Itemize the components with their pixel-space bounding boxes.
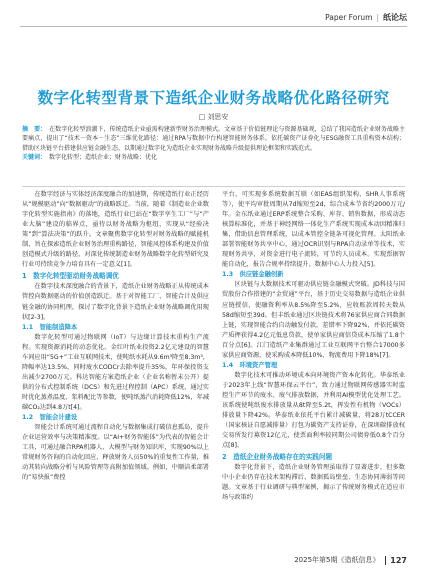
paper-title: 数字化转型背景下造纸企业财务战略优化路径研究 [37, 89, 390, 107]
journal-section-label: 纸论坛 [383, 13, 407, 22]
abstract-rule [22, 186, 405, 187]
author-box-icon: □ [198, 113, 208, 121]
subsection-1-3-paragraph: 区块链与大数据技术可驱动供应链金融模式突破。JD科技与国贸股份合作搭建的“金贸通”平台，基于历史交易数据与造纸企业供应链授信，使融资利率从8.5%降至5.2%，应收账款周转天数从58d缩短至39d。但丰纸业通过区块链技术将76家供应商合同数据上链，实现智能合约自动触发付款，差错率下降92%，并依托碳资产质押获得4.2亿元低息贷款，使单家供应商信贷成本压缩了1.8个百分点[6]。江门造纸产业集群通过工业互联网平台整合17000多家供应商资源，使采购成本降低10%，物流费用下降18%[7]。 [222, 281, 405, 359]
section-2-paragraph: 数字化背景下，造纸企业财务管理虽取得了显著进步，但多数中小企业仍存在技术架构滞后、数据孤岛壁垒、生态协同薄弱等问题。文章基于行业调研与典型案例，揭示了传统财务模式在适应市场与政策约 [222, 464, 405, 502]
abstract-label: 摘 要： [22, 126, 47, 133]
subsection-1-1-paragraph: 数字化转型可通过物联网（IoT）与边缘计算技术重构生产流程。实现资源消耗的动态优化。金红叶纸业投资2.2亿元建设的智慧车间应用“5G+”工业互联网技术，使吨纸水耗从9.6m³降至8.3m³，降幅率达13.5%，同时废水CODCr去除率提升35%，年环保投资支出减少2700万元。科达智能方案造纸企业（企业名称暂未公开）提供的分布式控制系统（DCS）和先进过程控制（APC）系统，通过实时优化蒸煮温度、浆料配比等参数，使吨纸蒸汽消耗降低12%，年减碳CO₂达到4.8万t[4]。 [22, 333, 210, 411]
section-heading-2: 2 造纸企业财务战略存在的实践问题 [222, 453, 333, 462]
left-column [22, 190, 209, 483]
intro-paragraph: 在数字经济与实体经济深度融合的加速期，传统造纸行业正经历从“规模驱动”向“数据驱动”的战略跃迁。当前，随着《制造业企业数字化转型实施指南》的落地，造纸行业已站在“数字孪生工厂”与“产业大脑”建设的临界点，亟待以财务战略为枢纽，实现从“经验决策”到“算法决策”的跃升。文章聚焦数字化转型对财务战略的赋能机制，旨在探索造纸企业财务治理重构路径，智能风控体系构建及价值创造模式升级的路径，对深化传统制造业财务战略数字化转型研究及行业可持续竞争力培育具有一定意义[1]。 [22, 191, 209, 269]
author-name: 刘思安 [207, 113, 229, 121]
keywords-paragraph [22, 153, 405, 162]
subsection-1-2-paragraph: 智能会计系统可通过流程自动化与数据集成打破信息孤岛，提升企业运营效率与决策精准度。以“AI+财务智能体”为代表的智能会计工具，可通过融合RPA机器人、大模型与财务知识库，实现90%以上常规财务咨询的自动化回应，释放财务人员50%的重复性工作量，推动其转向战略分析与风险管理等高附加值领域。例如，中顺洁柔部署的“易快报”费控 [22, 424, 210, 482]
subsection-1-4-paragraph: 数字化技术可推动环境成本向环境资产资本化转化。华泰纸业于2023年上线“智慧环保云平台”，致力通过物联网传感器实时监控生产环节的废水、废气排放数据，并利用AI模型优化处理工艺。该系统使吨纸废水排放量从8t降至5.2t，挥发性有机物（VOCs）排放量下降42%。华泰纸业依托平台累计减碳量，将28万tCCER（国家核证自愿减排量）打包为碳资产支持证券，在深圳碳排放权交易所发行募资12亿元，使票面利率较同期公司债券低0.8个百分点[8]。 [222, 371, 405, 450]
abstract-paragraph [22, 125, 405, 153]
page-number: 127 [390, 555, 407, 565]
header-rule [20, 26, 407, 27]
header-separator: | [376, 13, 379, 22]
keywords-label: 关键词： [22, 153, 47, 161]
subsection-heading-1-1: 1.1 智能制造降本 [22, 323, 78, 331]
page-footer [294, 555, 407, 565]
subsection-heading-1-4: 1.4 环境资产管理 [222, 361, 278, 369]
footer-divider [385, 556, 386, 565]
section-1-paragraph: 在数字技术深度融合的背景下，造纸企业财务战略正从传统成本管控向数据驱动的价值创造跃迁。基于对智能工厂、智能合计及供应链金融的协同机理，探讨了数字化背景下造纸企业财务战略调优用现状[2-3]。 [22, 283, 209, 321]
subsection-heading-1-2: 1.2 智能会计建设 [22, 414, 78, 422]
journal-forum-label: Paper Forum [325, 13, 373, 22]
author-line [0, 112, 427, 122]
section-heading-1: 1 数字化转型驱动财务战略调优 [22, 272, 119, 281]
abstract-block [22, 125, 405, 162]
subsection-heading-1-3: 1.3 供应链金融创新 [222, 271, 284, 279]
running-header [325, 12, 407, 23]
continued-paragraph: 平台，可实现多系统数据互联（如EAS组织架构、SHR人事系统等），使平均审批周期从7d缩短至2d，综合成本节省约2000万元/年。金东纸业通过ERP系统整合采购、库存、销售数据，形成动态核算标准化，并基于神经网络一体化生产系统实现成本动因精准归集，借助信息管理系统，以成本管控全链条可视化管理。太阳纸业部署智能财务共享中心，通过OCR识别与RPA自动录单等技术，实现财务共享，对资金进行电子流转，可节约人员成本。实现票据智能自动化，报告合规率持续提升。数据中心人力投入[5]。 [222, 191, 405, 269]
issue-label: 2025年第5期《造纸信息》 [294, 556, 380, 564]
keywords-text: 数字化转型；造纸企业；财务战略；优化 [49, 153, 158, 161]
right-column [222, 190, 405, 503]
abstract-text: 在数字化转型浪潮下，传统造纸企业亟需构建新型财务治理模式。文章基于价值链理论与资源基础观，总结了我国造纸企业财务战略主要痛点，提出了“技术－资本－生态”三维优化路径：通过RPA与数据中台构建智能财务体系，依托碳资产证券化与ESG融资工具重构资本结构；借助区块链平台搭建供应链金融生态，以期通过数字化为造纸企业实现财务战略升级提供理论框架和实践范式。 [22, 126, 405, 152]
